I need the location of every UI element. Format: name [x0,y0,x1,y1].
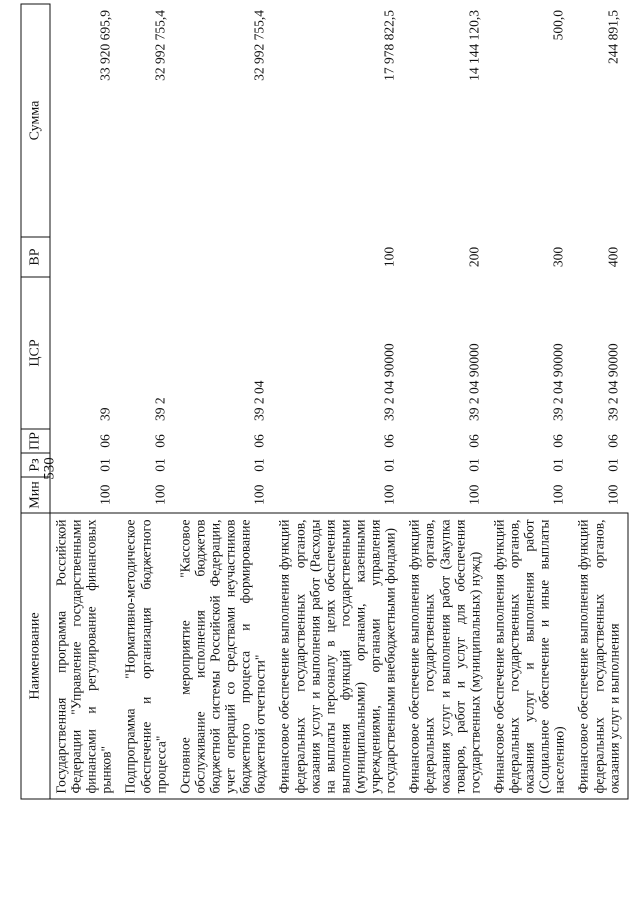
header-pr: ПР [21,429,50,453]
row-csr: 39 2 04 [251,380,267,421]
row-csr: 39 2 04 90000 [466,343,482,421]
row-rz: 01 [550,458,566,472]
row-name: Основное мероприятие "Кассовое обслуживание исполнения бюджетов бюджетной системы Российской Федерации, учет операций со средствами неучастников бюджетного процесса и формирование бюджетной отчетности" [174,513,274,799]
row-rz: 01 [381,458,397,472]
row-sum: 14 144 120,3 [466,10,482,81]
row-vr: 300 [550,246,566,268]
row-sum: 33 920 695,9 [97,10,113,81]
row-sum: 17 978 822,5 [381,10,397,81]
row-name: Подпрограмма "Нормативно-методическое обеспечение и организация бюджетного процесса" [120,513,174,799]
table-row [50,4,120,799]
header-min: Мин [21,477,50,513]
row-vr: 100 [381,246,397,268]
row-pr: 06 [152,434,168,448]
row-rz: 01 [152,458,168,472]
row-min: 100 [251,484,267,505]
row-name: Финансовое обеспечение выполнения функций федеральных государственных органов, оказания услуг и выполнения [573,513,628,799]
table-header [21,4,50,799]
header-vr: ВР [21,237,50,277]
header-csr: ЦСР [21,277,50,429]
row-sum: 32 992 755,4 [152,10,168,81]
row-rz: 01 [466,458,482,472]
row-min: 100 [381,484,397,505]
row-pr: 06 [605,434,621,448]
row-sum: 500,0 [550,10,566,41]
row-csr: 39 2 [152,397,168,421]
row-vr [120,237,174,277]
budget-table-container [21,5,622,800]
row-pr: 06 [466,434,482,448]
table-row [488,4,573,799]
row-pr: 06 [381,434,397,448]
header-rz: Рз [21,453,50,477]
row-min: 100 [466,484,482,505]
row-pr: 06 [550,434,566,448]
row-vr: 200 [466,246,482,268]
row-min: 100 [97,484,113,505]
row-min: 100 [605,484,621,505]
budget-table [21,4,629,800]
table-row [573,4,628,799]
table-row [404,4,489,799]
row-pr: 06 [97,434,113,448]
table-row [274,4,404,799]
row-vr [174,237,274,277]
row-vr: 400 [605,246,621,268]
row-name: Финансовое обеспечение выполнения функций федеральных государственных органов, оказания услуг и выполнения работ (Закупка товаров, работ и услуг для обеспечения государственных (муниципальных) нужд) [404,513,489,799]
row-min: 100 [550,484,566,505]
row-name: Государственная программа Российской Федерации "Управление государственными финансами и регулирование финансовых рынков" [50,513,120,799]
page-number: 530 [41,457,58,480]
row-name: Финансовое обеспечение выполнения функций федеральных государственных органов, оказания услуг и выполнения работ (Расходы на выплаты персоналу в целях обеспечения выполнения функций государственными (муниципальными) органами, казенными учреждениями, органами управления государственными внебюджетными фондами) [274,513,404,799]
row-rz: 01 [605,458,621,472]
row-sum: 244 891,5 [605,10,621,64]
table-row [174,4,274,799]
row-name: Финансовое обеспечение выполнения функций федеральных государственных органов, оказания услуг и выполнения работ (Социальное обеспечение и иные выплаты населению) [488,513,573,799]
row-rz: 01 [97,458,113,472]
header-sum: Сумма [21,4,50,237]
row-csr: 39 2 04 90000 [381,343,397,421]
header-name: Наименование [21,513,50,799]
row-vr [50,237,120,277]
row-csr: 39 [97,407,113,421]
row-rz: 01 [251,458,267,472]
row-csr: 39 2 04 90000 [605,343,621,421]
row-pr: 06 [251,434,267,448]
row-csr: 39 2 04 90000 [550,343,566,421]
row-sum: 32 992 755,4 [251,10,267,81]
table-row [120,4,174,799]
row-min: 100 [152,484,168,505]
